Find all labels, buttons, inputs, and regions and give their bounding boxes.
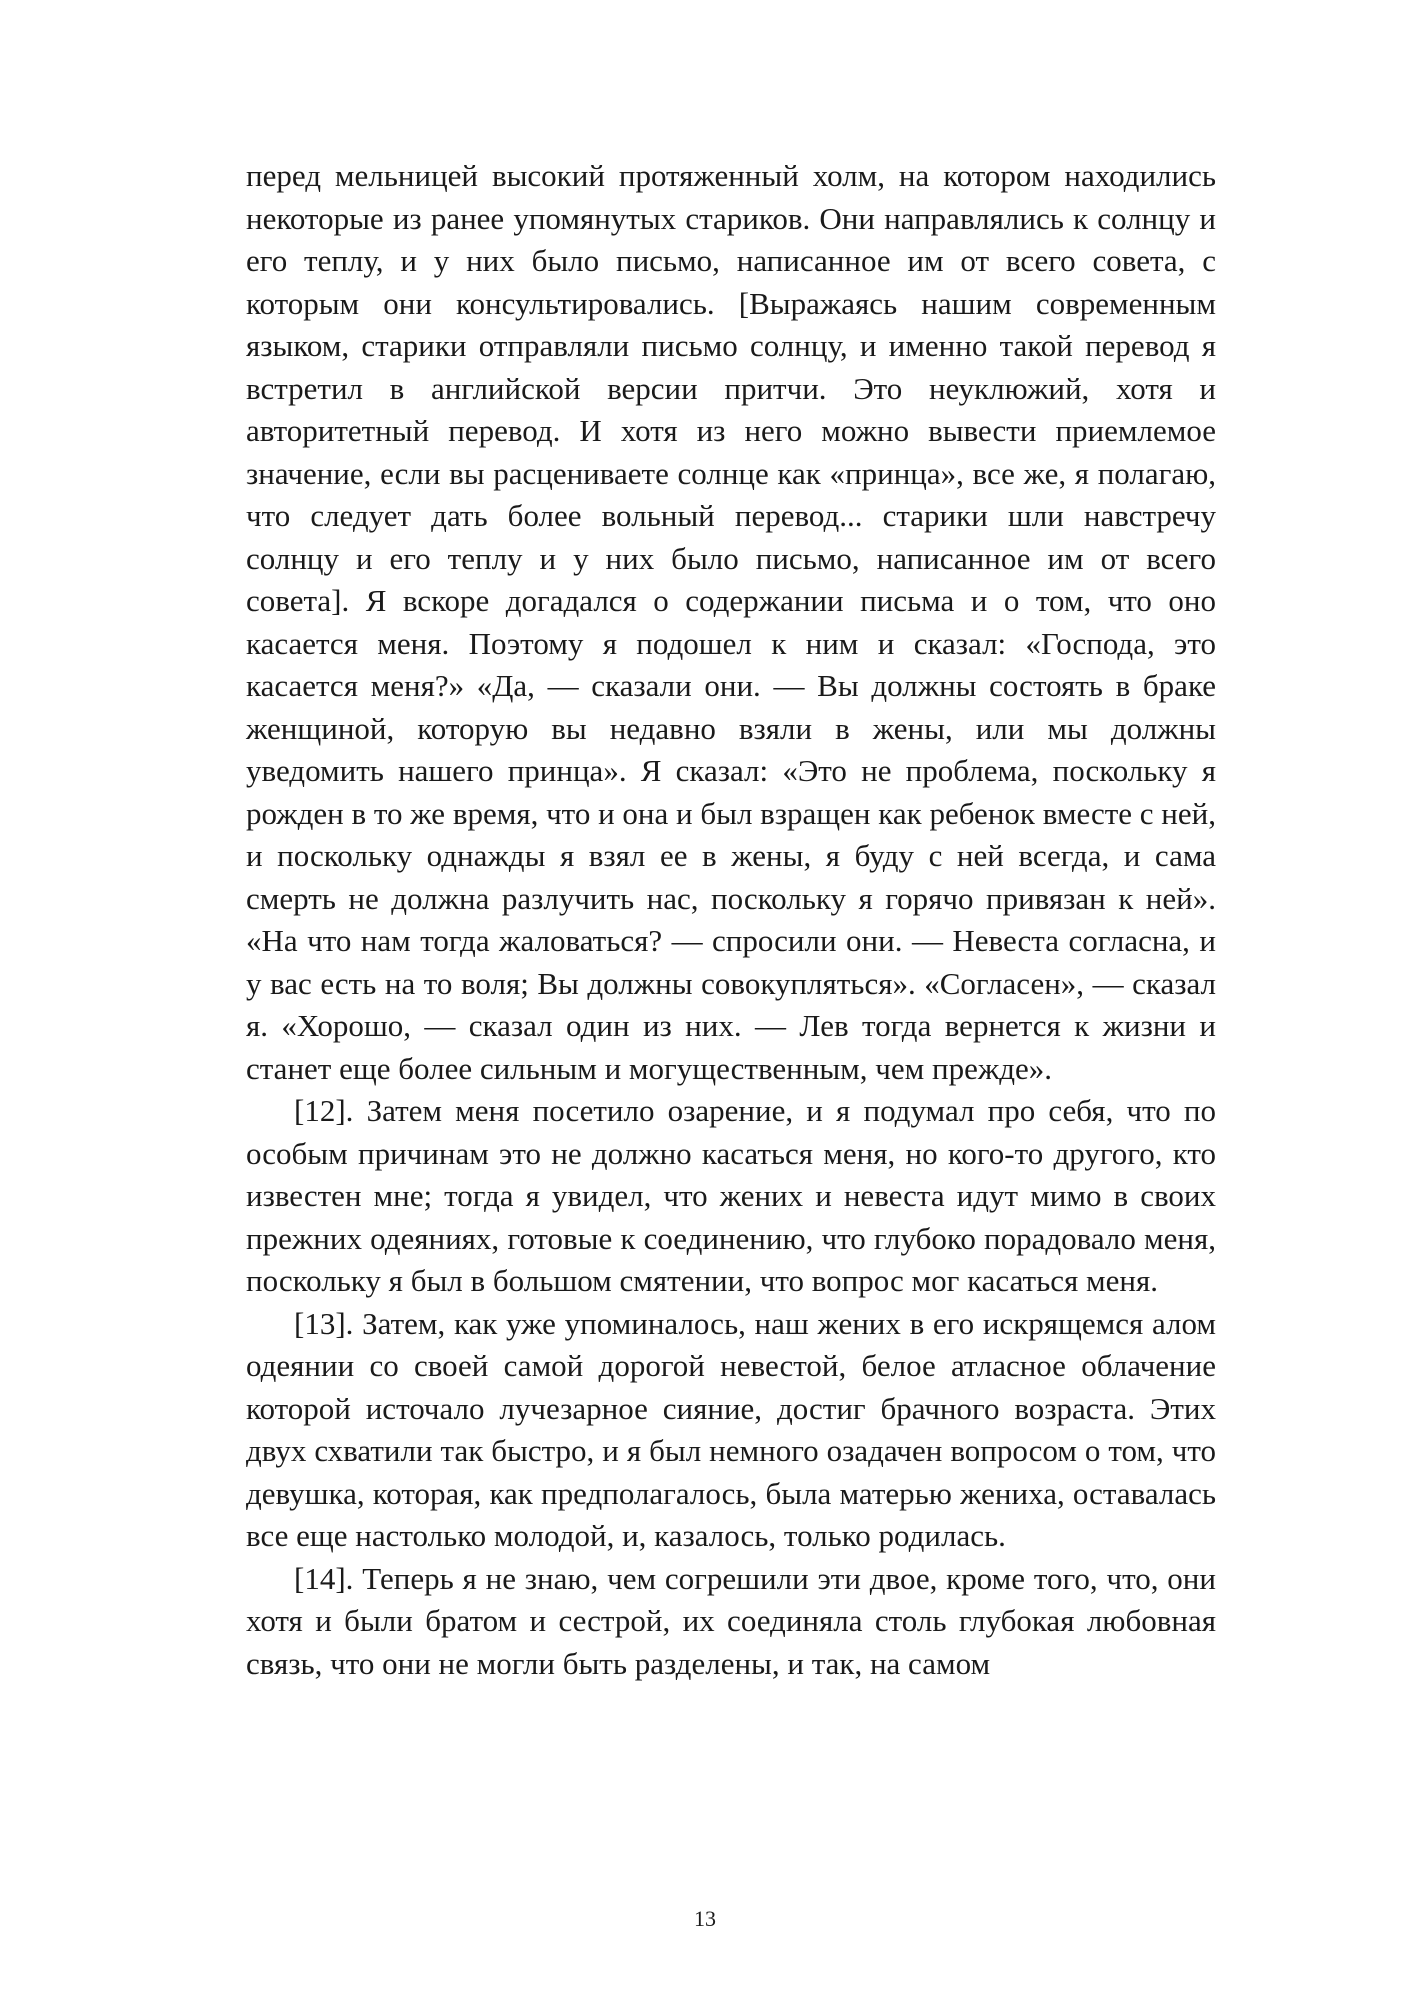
paragraph-14: [14]. Теперь я не знаю, чем согрешили эти двое, кроме того, что, они хотя и были братом и сестрой, их соединяла столь глубокая любовная связь, что они не могли быть разделены, и так, на самом	[246, 1560, 1216, 1681]
paragraph-continuation: перед мельницей высокий протяженный холм, на котором находились некоторые из ранее упомянутых стариков. Они направлялись к солнцу и его теплу, и у них было письмо, написанное им от всего совета, с которым они консультировались. [Выражаясь нашим современным языком, старики отправляли письмо солнцу, и именно такой перевод я встретил в английской версии притчи. Это неуклюжий, хотя и авторитетный перевод. И хотя из него можно вывести приемлемое значение, если вы расцениваете солнце как «принца», все же, я полагаю, что следует дать более вольный перевод... старики шли навстречу солнцу и его теплу и у них было письмо, написанное им от всего совета]. Я вскоре догадался о содержании письма и о том, что оно касается меня. Поэтому я подошел к ним и сказал: «Господа, это касается меня?» «Да, — сказали они. — Вы должны состоять в браке женщиной, которую вы недавно взяли в жены, или мы должны уведомить нашего принца». Я сказал: «Это не проблема, поскольку я рожден в то же время, что и она и был взращен как ребенок вместе с ней, и поскольку однажды я взял ее в жены, я буду с ней всегда, и сама смерть не должна разлучить нас, поскольку я горячо привязан к ней». «На что нам тогда жаловаться? — спросили они. — Невеста согласна, и у вас есть на то воля; Вы должны совокупляться». «Согласен», — сказал я. «Хорошо, — сказал один из них. — Лев тогда вернется к жизни и станет еще более сильным и могущественным, чем прежде».	[246, 158, 1216, 1086]
paragraph-13: [13]. Затем, как уже упоминалось, наш жених в его искрящемся алом одеянии со своей самой дорогой невестой, белое атласное облачение которой источало лучезарное сияние, достиг брачного возраста. Этих двух схватили так быстро, и я был немного озадачен вопросом о том, что девушка, которая, как предполагалось, была матерью жениха, оставалась все еще настолько молодой, и, казалось, только родилась.	[246, 1305, 1216, 1553]
paragraph-12: [12]. Затем меня посетило озарение, и я подумал про себя, что по особым причинам это не должно касаться меня, но кого-то другого, кто известен мне; тогда я увидел, что жених и невеста идут мимо в своих прежних одеяниях, готовые к соединению, что глубоко порадовало меня, поскольку я был в большом смятении, что вопрос мог касаться меня.	[246, 1093, 1216, 1298]
page-number: 13	[694, 1906, 716, 1931]
body-text	[246, 155, 1216, 1685]
